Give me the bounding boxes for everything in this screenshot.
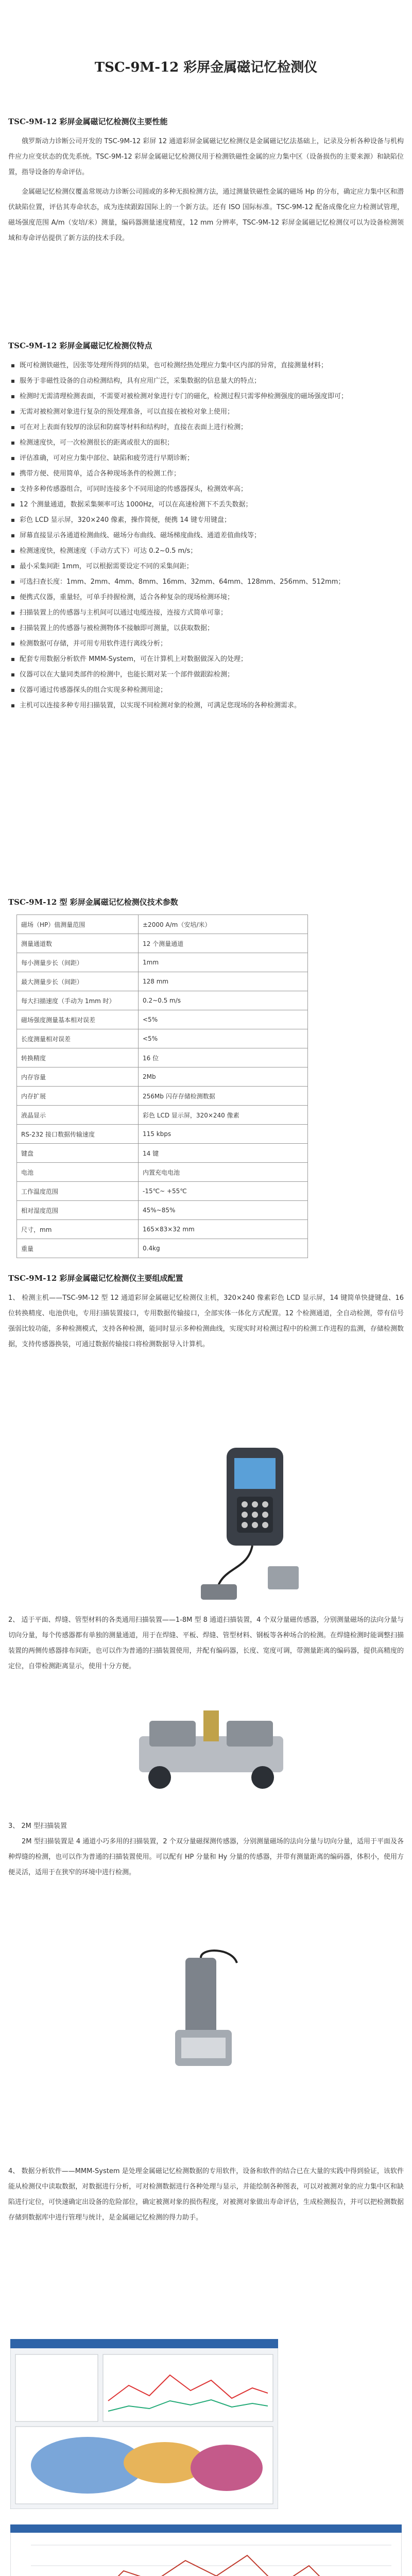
page-title: TSC-9M-12 彩屏金属磁记忆检测仪 [94,60,318,75]
features-list [8,358,404,714]
spec-row [17,934,308,953]
spec-table [16,914,308,1258]
feature-item: 可在对上表面有较厚的涂层和防腐等材料和结构时，直接在表面上进行检测； [8,420,404,435]
spec-heading: TSC-9M-12 型 彩屏金属磁记忆检测仪技术参数 [8,897,178,907]
feature-item: 既可检测铁磁性，因张等处理所得到的结果，也可检测经热处理应力集中区内部的异常，直接测量材料； [8,358,404,374]
scanner-photo [129,1700,294,1798]
spec-row [17,1182,308,1201]
feature-item: 扫描装置上的传感器与主机间可以通过电缆连接，连接方式简单可靠； [8,605,404,621]
spec-value: 12 个测量通道 [139,934,308,953]
spec-key: 每大扫描速度（手动为 1mm 时） [17,991,139,1010]
spec-row [17,1125,308,1144]
intro-heading: TSC-9M-12 彩屏金属磁记忆检测仪主要性能 [8,117,168,126]
spec-row [17,1087,308,1106]
feature-item: 12 个测量通道，数据采集频率可达 1000Hz，可以在高速检测下不丢失数据； [8,497,404,513]
feature-item: 配套专用数据分析软件 MMM-System，可在计算机上对数据做深入的处理； [8,652,404,667]
feature-item: 扫描装置上的传感器与被检测物体不接触即可测量，以获取数据； [8,621,404,636]
spec-key: 液晶显示 [17,1106,139,1125]
intro-paragraph-1: 俄罗斯动力诊断公司开发的 TSC-9M-12 彩屏 12 通道彩屏金属磁记忆检测仪是金属磁记忆法基础上，记录及分析各种设备与机构件应力应变状态的优先系统。TSC-9M-12 彩屏金属磁记忆检测仪用于检测铁磁性金属的应力集中区（设备损伤的主要来源）和缺陷位置，指导设备的寿命评估。 [8,138,404,176]
software-screenshot [10,2339,278,2509]
feature-item: 检测速度快，可一次检测很长的距离或很大的面积； [8,435,404,451]
spec-value: 0.4kg [139,1239,308,1258]
probe-photo [154,1947,252,2081]
spec-value: 115 kbps [139,1125,308,1144]
spec-key: 磁场强度测量基本相对误差 [17,1010,139,1029]
spec-key: 内存容量 [17,1067,139,1087]
spec-row [17,1029,308,1048]
spec-row [17,1220,308,1239]
feature-item: 检测时无需清理检测表面，不需要对被检测对象进行专门的磁化，检测过程只需零伸检测强度的磁场强度即可； [8,389,404,404]
spec-key: 磁场（HP）值测量范围 [17,915,139,934]
spec-key: 转换精度 [17,1048,139,1067]
intro-paragraph-2: 金属磁记忆检测仪覆盖常规动力诊断公司圆或的多种无损检测方法，通过测量铁磁性金属的磁场 Hp 的分布，确定应力集中区和潜伏缺陷位置，评估其寿命状态，成为连续跟踪国际上的一个新方法。还有 ISO 国际标准。TSC-9M-12 配备成像化应力检测试管理，磁场强度范围 A/m（安培/米）测量，编码器测量速度精度，12 mm 分辨率，TSC-9M-12 彩屏金属磁记忆检测仪可以为设备检测领域和寿命评估提供了新方法的技术手段。 [8,188,404,242]
config-item-4-block [8,2164,404,2226]
feature-item: 检测速度快，检测速度（手动方式下）可达 0.2~0.5 m/s； [8,544,404,559]
spec-row [17,915,308,934]
spec-row [17,1239,308,1258]
spec-row [17,1144,308,1163]
features-section [8,340,404,714]
spec-value: 45%~85% [139,1201,308,1220]
spec-value: 128 mm [139,972,308,991]
config-item-3: 2M 型扫描装置是 4 通道小巧多用的扫描装置，2 个双分量磁探测传感器，分别测量磁场的法向分量与切向分量，适用于平面及各种焊缝的检测，也可以作为普通的扫描装置使用。可以配有 HP 分量和 Hy 分量的传感器，并带有测量距离的编码器，体积小，使用方便灵活，适用于在狭窄的环境中进行检测。 [8,1838,404,1876]
spec-key: 最大测量步长（间距） [17,972,139,991]
spec-key: RS-232 接口数据传输速度 [17,1125,139,1144]
spec-value: ±2000 A/m（安培/米） [139,915,308,934]
config-item-2-block [8,1613,404,1674]
config-heading: TSC-9M-12 彩屏金属磁记忆检测仪主要组成配置 [8,1274,183,1283]
spec-key: 尺寸，mm [17,1220,139,1239]
config-item-2: 2、 适于平面、焊缝、管型材料的各类通用扫描装置——1-8M 型 8 通道扫描装置，4 个双分量磁传感器，分别测量磁场的法向分量与切向分量，每个传感器都有单独的测量通道，用于在焊缝、平板、焊缝、管型材料、钢板等各种场合的检测。在焊缝检测时能调整扫描装置的两侧传感器排布间距，也可以作为普通的扫描装置使用，并配有编码器，长度、宽度可调，带测量距离的编码器，提供高精度的定位，自带检测距离显示，使用十分方便。 [8,1616,404,1670]
spec-value: <5% [139,1010,308,1029]
spec-row [17,972,308,991]
spec-key: 重量 [17,1239,139,1258]
spec-row [17,1201,308,1220]
feature-item: 屏幕直接显示各通道检测曲线、磁场分布曲线、磁场梯度曲线、通道差值曲线等； [8,528,404,544]
chart-screenshot [10,2524,402,2576]
feature-item: 仪器可通过传感器探头的组合实现多种检测用途； [8,683,404,698]
spec-key: 工作温度范围 [17,1182,139,1201]
features-heading: TSC-9M-12 彩屏金属磁记忆检测仪特点 [8,341,152,350]
feature-item: 最小采集间距 1mm，可以根据需要设定不同的采集间距； [8,559,404,574]
spec-row [17,1163,308,1182]
device-photo [191,1437,309,1607]
feature-item: 彩色 LCD 显示屏，320×240 像素，操作简便，便携 14 键专用键盘； [8,513,404,528]
spec-key: 内存扩展 [17,1087,139,1106]
spec-row [17,991,308,1010]
feature-item: 仪器可以在大量同类部件的检测中，也能长期对某一个部件做跟踪检测； [8,667,404,683]
spec-value: 内置充电电池 [139,1163,308,1182]
spec-key: 键盘 [17,1144,139,1163]
config-item-3-title: 3、 2M 型扫描装置 [8,1822,67,1830]
spec-value: <5% [139,1029,308,1048]
spec-value: 0.2~0.5 m/s [139,991,308,1010]
spec-key: 电池 [17,1163,139,1182]
feature-item: 携带方便、使用简单，适合各种现场条件的检测工作； [8,466,404,482]
feature-item: 检测数据可存储，并可用专用软件进行离线分析； [8,636,404,652]
spec-value: -15℃~ +55℃ [139,1182,308,1201]
spec-row [17,953,308,972]
spec-row [17,1048,308,1067]
spec-row [17,1106,308,1125]
spec-key: 长度测量相对误差 [17,1029,139,1048]
feature-item: 可选扫查长度：1mm、2mm、4mm、8mm、16mm、32mm、64mm、128mm、256mm、512mm； [8,574,404,590]
spec-value: 彩色 LCD 显示屏，320×240 像素 [139,1106,308,1125]
spec-value: 1mm [139,953,308,972]
config-item-4: 4、 数据分析软件——MMM-System 是处理金属磁记忆检测数据的专用软件，设备和软件的结合已在大量的实践中得到验证，该软件能从检测仪中读取数据，对数据进行分析，可对检测数据进行各种处理与显示，并能绘制各种图表，可以对被测对象的应力集中区和缺陷进行定位，可快速确定出设备的危险部位，确定被测对象的损伤程度，对被测对象做出寿命评估，生成检测报告，并可以把检测数据存储到数据库中进行管理与统计，是金属磁记忆检测的得力助手。 [8,2167,404,2222]
spec-row [17,1067,308,1087]
spec-value: 16 位 [139,1048,308,1067]
feature-item: 无需对被检测对象进行复杂的预处理准备，可以直接在被检对象上使用； [8,404,404,420]
spec-value: 2Mb [139,1067,308,1087]
spec-key: 相对湿度范围 [17,1201,139,1220]
spec-key: 测量通道数 [17,934,139,953]
feature-item: 服务于非磁性设备的自动检测结构，具有应用广泛，采集数据的信息量大的特点； [8,374,404,389]
spec-key: 每小测量步长（间距） [17,953,139,972]
config-item-3-block [8,1819,404,1880]
spec-row [17,1010,308,1029]
spec-value: 165×83×32 mm [139,1220,308,1239]
spec-section [8,896,404,1258]
feature-item: 支持多种传感器组合，可同时连接多个不同用途的传感器探头，检测效率高； [8,482,404,497]
feature-item: 主机可以连接多种专用扫描装置，以实现不同检测对象的检测，可满足您现场的各种检测需求。 [8,698,404,714]
config-item-1: 1、 检测主机——TSC-9M-12 型 12 通道彩屏金属磁记忆检测仪主机，320×240 像素彩色 LCD 显示屏，14 键简单快捷键盘、16 位转换精度、电池供电，专用扫描装置接口，专用数据传输接口，全部实体一体化方式配置。12 个检测通道，全自动检测，带有信号强弱比较功能，多种检测模式，支持各种检测，能同时显示多种检测曲线，实现实时对检测过程中的检测工作进程的监测，存储检测数据，支持传感器换装，可通过数据传输接口将检测数据导入计算机。 [8,1294,404,1348]
feature-item: 便携式仪器，重量轻，可单手持握检测，适合各种复杂的现场检测环境； [8,590,404,605]
spec-value: 14 键 [139,1144,308,1163]
feature-item: 评估准确，可对应力集中部位、缺陷和疲劳进行早期诊断； [8,451,404,466]
intro-section [8,116,404,246]
config-section [8,1273,404,1352]
spec-value: 256Mb 闪存存储检测数据 [139,1087,308,1106]
